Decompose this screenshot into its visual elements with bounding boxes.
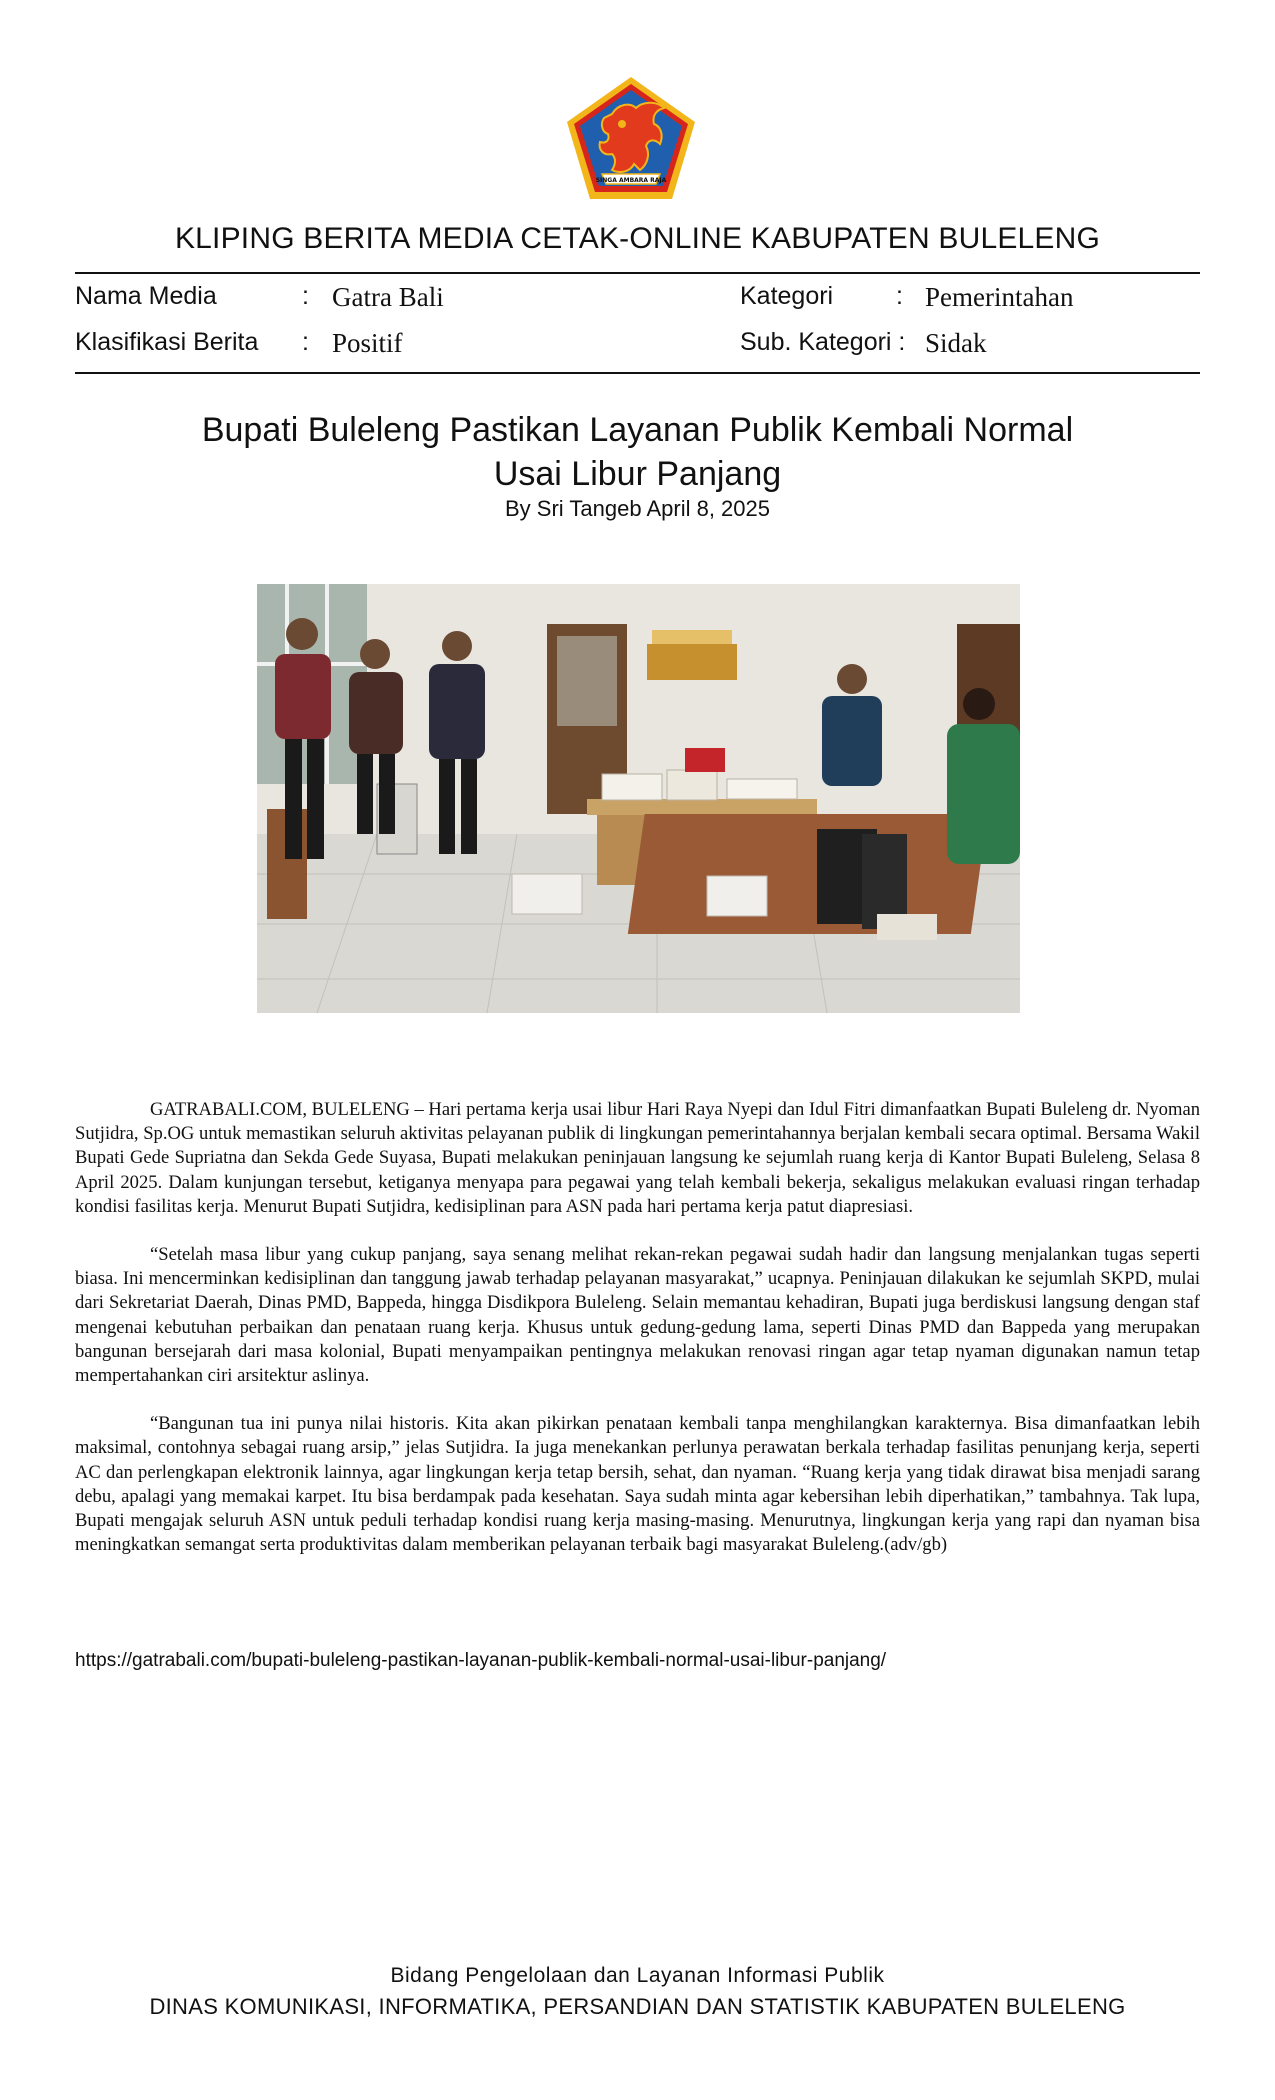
divider-top xyxy=(75,272,1200,274)
article-paragraph-1: GATRABALI.COM, BULELENG – Hari pertama kerja usai libur Hari Raya Nyepi dan Idul Fitri dimanfaatkan Bupati Buleleng dr. Nyoman Sutjidra, Sp.OG untuk memastikan seluruh aktivitas pelayanan publik di lingkungan pemerintahannya berjalan kembali secara optimal. Bersama Wakil Bupati Gede Supriatna dan Sekda Gede Suyasa, Bupati melakukan peninjauan langsung ke sejumlah ruang kerja di Kantor Bupati Buleleng, Selasa 8 April 2025. Dalam kunjungan tersebut, ketiganya menyapa para pegawai yang telah kembali bekerja, sekaligus melakukan evaluasi ringan terhadap kondisi fasilitas kerja. Menurut Bupati Sutjidra, kedisiplinan para ASN pada hari pertama kerja patut diapresiasi. xyxy=(75,1099,1200,1217)
crest-logo xyxy=(564,74,698,202)
kategori-colon: : xyxy=(896,282,903,310)
article-headline xyxy=(0,408,1275,496)
subkategori-value: Sidak xyxy=(925,328,987,358)
kategori-value: Pemerintahan xyxy=(925,282,1074,312)
headline-line-2: Usai Libur Panjang xyxy=(493,455,782,493)
media-value: Gatra Bali xyxy=(332,282,444,312)
article-photo xyxy=(257,584,1020,1013)
source-url[interactable]: https://gatrabali.com/bupati-buleleng-pastikan-layanan-publik-kembali-normal-usai-libur-panjang/ xyxy=(75,1650,887,1671)
klasifikasi-value: Positif xyxy=(332,328,403,358)
article-paragraph-2: “Setelah masa libur yang cukup panjang, saya senang melihat rekan-rekan pegawai sudah hadir dan langsung menjalankan tugas seperti biasa. Ini mencerminkan kedisiplinan dan tanggung jawab terhadap pelayanan masyarakat,” ucapnya. Peninjauan dilakukan ke sejumlah SKPD, mulai dari Sekretariat Daerah, Dinas PMD, Bappeda, hingga Disdikpora Buleleng. Selain memantau kehadiran, Bupati juga berdiskusi langsung dengan staf mengenai kebutuhan perbaikan dan penataan ruang kerja. Khusus untuk gedung-gedung lama, seperti Dinas PMD dan Bappeda yang merupakan bangunan bersejarah dari masa kolonial, Bupati menyampaikan pentingnya melakukan renovasi ringan agar tetap nyaman digunakan namun tetap mempertahankan ciri arsitektur aslinya. xyxy=(75,1244,1200,1387)
page-title: KLIPING BERITA MEDIA CETAK-ONLINE KABUPATEN BULELENG xyxy=(174,222,1101,255)
subkategori-label: Sub. Kategori : xyxy=(740,328,906,356)
footer-department: Bidang Pengelolaan dan Layanan Informasi Publik xyxy=(390,1964,885,1987)
kategori-label: Kategori xyxy=(740,282,834,310)
headline-line-1: Bupati Buleleng Pastikan Layanan Publik Kembali Normal xyxy=(201,411,1074,449)
article-paragraph-3: “Bangunan tua ini punya nilai historis. Kita akan pikirkan penataan kembali tanpa menghilangkan karakternya. Bisa dimanfaatkan lebih maksimal, contohnya sebagai ruang arsip,” jelas Sutjidra. Ia juga menekankan perlunya perawatan berkala terhadap fasilitas penunjang kerja, seperti AC dan perlengkapan elektronik lainnya, agar lingkungan kerja tetap bersih, sehat, dan nyaman. “Ruang kerja yang tidak dirawat bisa menjadi sarang debu, apalagi yang memakai karpet. Itu bisa berdampak pada kesehatan. Saya sudah minta agar kebersihan lebih diperhatikan,” tambahnya. Tak lupa, Bupati mengajak seluruh ASN untuk peduli terhadap kondisi ruang kerja masing-masing. Menurutnya, lingkungan kerja yang rapi dan nyaman bisa meningkatkan semangat serta produktivitas dalam memberikan pelayanan terbaik bagi masyarakat Buleleng.(adv/gb) xyxy=(75,1413,1200,1556)
klasifikasi-label: Klasifikasi Berita xyxy=(75,328,259,356)
article-byline: By Sri Tangeb April 8, 2025 xyxy=(505,496,770,521)
article-body xyxy=(75,1098,1200,1581)
media-colon: : xyxy=(302,282,309,310)
divider-bottom xyxy=(75,372,1200,374)
footer-agency: DINAS KOMUNIKASI, INFORMATIKA, PERSANDIAN DAN STATISTIK KABUPATEN BULELENG xyxy=(149,1994,1126,2019)
media-label: Nama Media xyxy=(75,282,217,310)
crest-caption: SINGA AMBARA RAJA xyxy=(595,177,667,184)
klasifikasi-colon: : xyxy=(302,328,309,356)
